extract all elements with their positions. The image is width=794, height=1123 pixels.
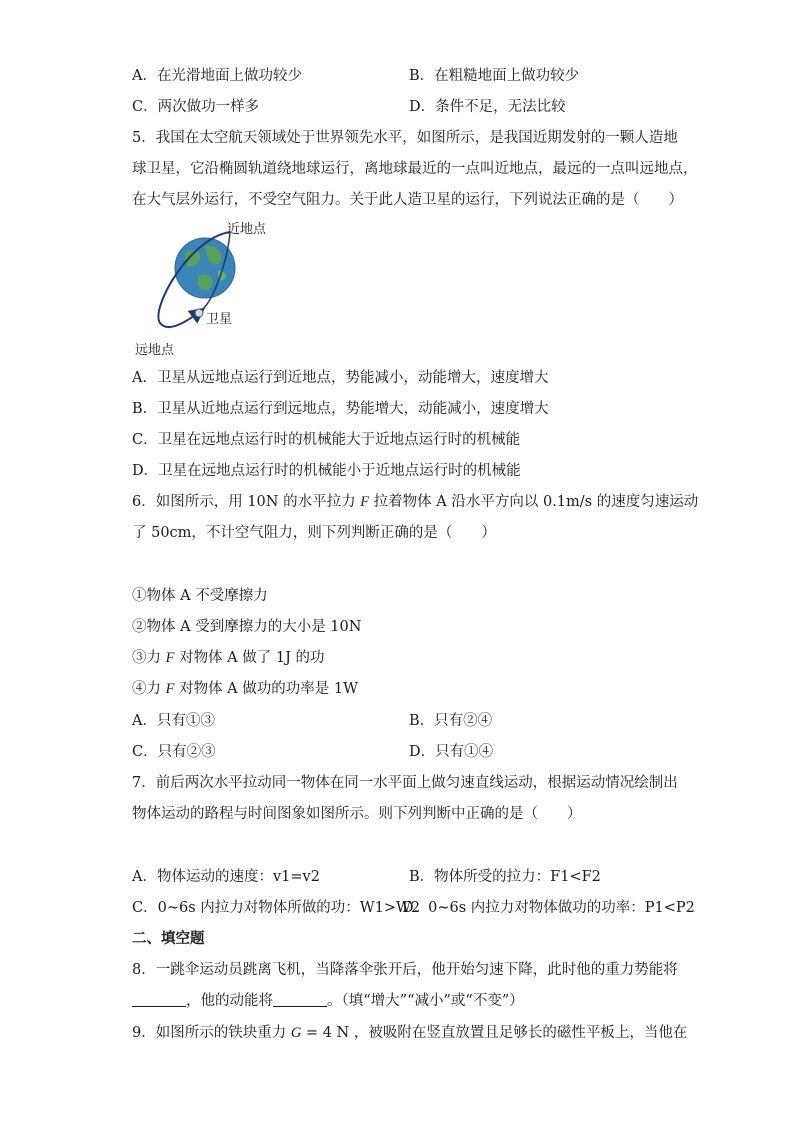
q4-option-c: C．两次做功一样多 <box>132 99 260 115</box>
q8-blank-2[interactable] <box>273 992 327 1007</box>
q7-stem-line2: 物体运动的路程与时间图象如图所示。则下列判断中正确的是（ ） <box>132 806 582 822</box>
q9-stem-line1: 9．如图所示的铁块重力 G = 4 N ，被吸附在竖直放置且足够长的磁性平板上，当他在 <box>132 1025 688 1041</box>
q6-option-d: D．只有①④ <box>409 744 494 760</box>
q6-stem-line1: 6．如图所示，用 10N 的水平拉力 F 拉着物体 A 沿水平方向以 0.1m/s 的速度匀速运动 <box>132 494 699 510</box>
q5-option-b: B．卫星从近地点运行到远地点，势能增大，动能减小，速度增大 <box>132 401 549 417</box>
q5-option-a: A．卫星从远地点运行到近地点，势能减小，动能增大，速度增大 <box>132 370 549 386</box>
q8-stem-line2: ，他的动能将 。（填“增大”“减小”或“不变”） <box>132 991 524 1011</box>
section-heading-fill-in: 二、填空题 <box>132 930 205 947</box>
q4-option-d: D．条件不足，无法比较 <box>409 99 566 115</box>
label-apogee: 远地点 <box>135 343 175 358</box>
q7-option-d: D．0~6s 内拉力对物体做功的功率：P1<P2 <box>402 900 695 916</box>
q5-option-c: C．卫星在远地点运行时的机械能大于近地点运行时的机械能 <box>132 432 521 448</box>
q6-statement-1: ①物体 A 不受摩擦力 <box>132 588 268 604</box>
satellite-icon <box>195 309 203 317</box>
orbit-diagram <box>130 218 260 358</box>
q5-stem-line2: 球卫星，它沿椭圆轨道绕地球运行，离地球最近的一点叫近地点，最远的一点叫远地点， <box>132 161 698 177</box>
label-satellite: 卫星 <box>206 312 233 327</box>
q8-blank-1[interactable] <box>132 992 186 1007</box>
q6-option-b: B．只有②④ <box>409 713 493 729</box>
satellite-orbit-figure <box>130 218 267 358</box>
q4-option-b: B．在粗糙地面上做功较少 <box>409 68 580 84</box>
q5-stem-line1: 5．我国在太空航天领域处于世界领先水平，如图所示，是我国近期发射的一颗人造地 <box>132 130 678 146</box>
q7-stem-line1: 7．前后两次水平拉动同一物体在同一水平面上做匀速直线运动，根据运动情况绘制出 <box>132 775 678 791</box>
q7-option-c: C．0~6s 内拉力对物体所做的功：W1>W2 <box>132 900 421 916</box>
q6-statement-4: ④力 F 对物体 A 做功的功率是 1W <box>132 681 359 697</box>
q6-statement-2: ②物体 A 受到摩擦力的大小是 10N <box>132 619 362 635</box>
q4-option-a: A．在光滑地面上做功较少 <box>132 68 302 84</box>
q7-option-a: A．物体运动的速度：v1=v2 <box>132 869 320 885</box>
q5-stem-line3: 在大气层外运行，不受空气阻力。关于此人造卫星的运行，下列说法正确的是（ ） <box>132 192 683 208</box>
q6-stem-line2: 了 50cm，不计空气阻力，则下列判断正确的是（ ） <box>132 525 496 541</box>
label-perigee: 近地点 <box>227 222 267 237</box>
q6-option-c: C．只有②③ <box>132 744 216 760</box>
q8-stem-line1: 8．一跳伞运动员跳离飞机，当降落伞张开后，他开始匀速下降，此时他的重力势能将 <box>132 962 678 978</box>
q6-statement-3: ③力 F 对物体 A 做了 1J 的功 <box>132 650 325 666</box>
q7-option-b: B．物体所受的拉力：F1<F2 <box>409 869 601 885</box>
q6-option-a: A．只有①③ <box>132 713 215 729</box>
q5-option-d: D．卫星在远地点运行时的机械能小于近地点运行时的机械能 <box>132 463 521 479</box>
